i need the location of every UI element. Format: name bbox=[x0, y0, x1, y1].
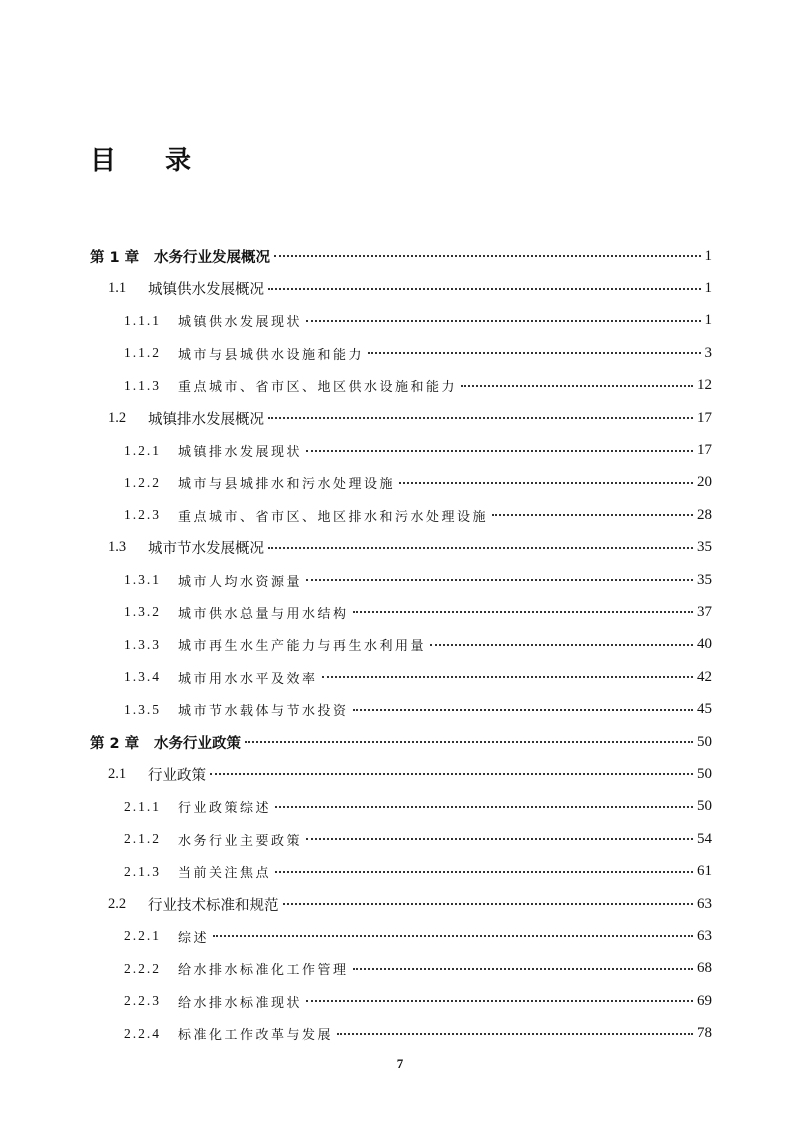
toc-page: 35 bbox=[697, 571, 712, 588]
toc-page: 42 bbox=[697, 668, 712, 685]
toc-page: 63 bbox=[697, 927, 712, 944]
toc-label: 城市再生水生产能力与再生水利用量 bbox=[178, 635, 426, 654]
toc-page: 50 bbox=[697, 765, 712, 782]
toc-entry-subsection[interactable] bbox=[90, 1017, 712, 1049]
dot-leader bbox=[492, 514, 693, 516]
toc-entry-section[interactable] bbox=[90, 758, 712, 790]
toc-page: 17 bbox=[697, 409, 712, 426]
dot-leader bbox=[337, 1033, 693, 1035]
toc-page: 1 bbox=[704, 280, 712, 297]
page-title: 目 录 bbox=[90, 146, 212, 176]
toc-label: 城市与县城排水和污水处理设施 bbox=[178, 473, 395, 492]
toc-page: 61 bbox=[697, 863, 712, 880]
toc-label: 重点城市、省市区、地区排水和污水处理设施 bbox=[178, 506, 488, 525]
toc-number: 2.2 bbox=[108, 896, 148, 913]
toc-entry-section[interactable] bbox=[90, 532, 712, 564]
toc-label: 城市节水发展概况 bbox=[148, 537, 264, 558]
toc-page: 69 bbox=[697, 992, 712, 1009]
toc-entry-chapter[interactable] bbox=[90, 726, 712, 758]
toc-entry-subsection[interactable] bbox=[90, 855, 712, 887]
toc-page: 1 bbox=[704, 312, 712, 329]
toc-label: 给水排水标准化工作管理 bbox=[178, 959, 349, 978]
toc-page: 17 bbox=[697, 442, 712, 459]
toc-label: 城市供水总量与用水结构 bbox=[178, 603, 349, 622]
dot-leader bbox=[353, 709, 693, 711]
dot-leader bbox=[268, 547, 693, 549]
toc-label: 城市人均水资源量 bbox=[178, 571, 302, 590]
toc-number: 2.1 bbox=[108, 766, 148, 783]
toc-label: 给水排水标准现状 bbox=[178, 992, 302, 1011]
toc-label: 城市节水载体与节水投资 bbox=[178, 700, 349, 719]
dot-leader bbox=[245, 741, 693, 743]
toc-label: 城市用水水平及效率 bbox=[178, 668, 318, 687]
dot-leader bbox=[353, 968, 693, 970]
toc-page: 50 bbox=[697, 733, 712, 750]
toc-label: 重点城市、省市区、地区供水设施和能力 bbox=[178, 376, 457, 395]
toc-number: 2.2.4 bbox=[124, 1026, 178, 1042]
dot-leader bbox=[213, 935, 693, 937]
toc-page: 37 bbox=[697, 603, 712, 620]
toc-number: 1.3.1 bbox=[124, 572, 178, 588]
dot-leader bbox=[322, 676, 693, 678]
dot-leader bbox=[275, 871, 693, 873]
toc-entry-subsection[interactable] bbox=[90, 370, 712, 402]
toc-entry-subsection[interactable] bbox=[90, 661, 712, 693]
toc-page: 1 bbox=[704, 247, 712, 264]
toc-entry-subsection[interactable] bbox=[90, 305, 712, 337]
toc-number: 1.2.2 bbox=[124, 475, 178, 491]
toc-number: 1.3.4 bbox=[124, 669, 178, 685]
toc-entry-subsection[interactable] bbox=[90, 791, 712, 823]
toc-number: 2.1.3 bbox=[124, 864, 178, 880]
toc-label: 综述 bbox=[178, 927, 209, 946]
dot-leader bbox=[274, 255, 701, 257]
toc-page: 50 bbox=[697, 798, 712, 815]
toc-page: 45 bbox=[697, 701, 712, 718]
dot-leader bbox=[306, 1000, 693, 1002]
toc-page: 35 bbox=[697, 539, 712, 556]
toc-entry-section[interactable] bbox=[90, 888, 712, 920]
toc-page: 40 bbox=[697, 636, 712, 653]
toc-label: 行业技术标准和规范 bbox=[148, 894, 279, 915]
dot-leader bbox=[306, 579, 693, 581]
toc-entry-subsection[interactable] bbox=[90, 596, 712, 628]
toc-label: 城镇供水发展现状 bbox=[178, 311, 302, 330]
toc-number: 1.1.2 bbox=[124, 345, 178, 361]
toc-label: 标准化工作改革与发展 bbox=[178, 1024, 333, 1043]
toc-page: 54 bbox=[697, 830, 712, 847]
toc-entry-subsection[interactable] bbox=[90, 564, 712, 596]
toc-entry-subsection[interactable] bbox=[90, 434, 712, 466]
toc-page: 63 bbox=[697, 895, 712, 912]
toc-number: 1.2 bbox=[108, 410, 148, 427]
toc-number: 第 2 章 bbox=[90, 732, 154, 753]
toc-page: 3 bbox=[704, 344, 712, 361]
toc-label: 城镇排水发展现状 bbox=[178, 441, 302, 460]
toc-entry-subsection[interactable] bbox=[90, 467, 712, 499]
toc-number: 1.3.3 bbox=[124, 637, 178, 653]
toc-number: 1.2.1 bbox=[124, 443, 178, 459]
toc-number: 1.3.5 bbox=[124, 702, 178, 718]
toc-label: 城镇排水发展概况 bbox=[148, 408, 264, 429]
toc-entry-subsection[interactable] bbox=[90, 953, 712, 985]
toc-number: 1.2.3 bbox=[124, 507, 178, 523]
toc-entry-subsection[interactable] bbox=[90, 693, 712, 725]
dot-leader bbox=[283, 903, 694, 905]
toc-page: 68 bbox=[697, 960, 712, 977]
dot-leader bbox=[306, 838, 693, 840]
toc-entry-subsection[interactable] bbox=[90, 499, 712, 531]
toc-entry-subsection[interactable] bbox=[90, 629, 712, 661]
dot-leader bbox=[306, 320, 700, 322]
dot-leader bbox=[268, 417, 693, 419]
dot-leader bbox=[399, 482, 693, 484]
toc-number: 2.2.1 bbox=[124, 928, 178, 944]
toc-entry-section[interactable] bbox=[90, 272, 712, 304]
toc-number: 2.2.3 bbox=[124, 993, 178, 1009]
dot-leader bbox=[461, 385, 693, 387]
dot-leader bbox=[306, 450, 693, 452]
toc-page: 20 bbox=[697, 474, 712, 491]
toc-entry-subsection[interactable] bbox=[90, 337, 712, 369]
toc-entry-subsection[interactable] bbox=[90, 985, 712, 1017]
table-of-contents bbox=[90, 240, 712, 1050]
toc-number: 1.3.2 bbox=[124, 604, 178, 620]
toc-number: 2.2.2 bbox=[124, 961, 178, 977]
toc-page: 12 bbox=[697, 377, 712, 394]
toc-label: 行业政策综述 bbox=[178, 797, 271, 816]
toc-entry-section[interactable] bbox=[90, 402, 712, 434]
toc-entry-chapter[interactable] bbox=[90, 240, 712, 272]
toc-label: 城镇供水发展概况 bbox=[148, 278, 264, 299]
toc-label: 行业政策 bbox=[148, 764, 206, 785]
toc-number: 1.3 bbox=[108, 539, 148, 556]
toc-label: 水务行业主要政策 bbox=[178, 830, 302, 849]
toc-label: 水务行业发展概况 bbox=[154, 246, 270, 267]
toc-number: 1.1.3 bbox=[124, 378, 178, 394]
toc-page: 28 bbox=[697, 506, 712, 523]
page-number: 7 bbox=[396, 1056, 404, 1071]
toc-number: 2.1.2 bbox=[124, 831, 178, 847]
dot-leader bbox=[430, 644, 693, 646]
dot-leader bbox=[368, 352, 700, 354]
toc-page: 78 bbox=[697, 1025, 712, 1042]
dot-leader bbox=[353, 611, 693, 613]
toc-label: 城市与县城供水设施和能力 bbox=[178, 344, 364, 363]
toc-number: 1.1 bbox=[108, 280, 148, 297]
toc-entry-subsection[interactable] bbox=[90, 920, 712, 952]
toc-number: 1.1.1 bbox=[124, 313, 178, 329]
dot-leader bbox=[275, 806, 693, 808]
toc-number: 2.1.1 bbox=[124, 799, 178, 815]
dot-leader bbox=[210, 773, 693, 775]
toc-label: 水务行业政策 bbox=[154, 732, 241, 753]
toc-label: 当前关注焦点 bbox=[178, 862, 271, 881]
toc-entry-subsection[interactable] bbox=[90, 823, 712, 855]
dot-leader bbox=[268, 288, 701, 290]
toc-number: 第 1 章 bbox=[90, 246, 154, 267]
